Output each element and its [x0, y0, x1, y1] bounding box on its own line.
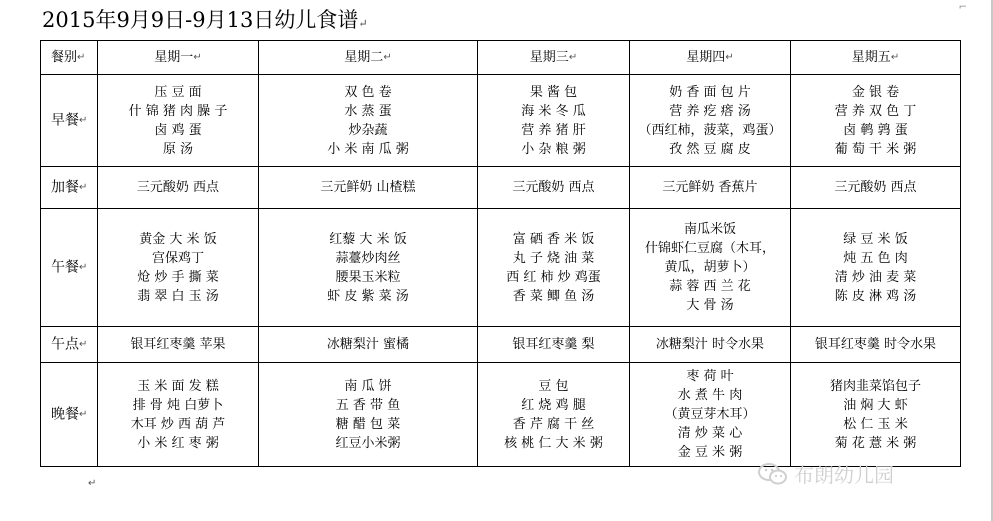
menu-cell [259, 209, 478, 327]
dish-item: 葡 萄 干 米 粥 [834, 141, 917, 157]
dish-item: 小 米 南 瓜 粥 [327, 141, 409, 157]
cell-mark: ↵ [77, 52, 86, 63]
menu-cell [478, 75, 630, 167]
day-label-tue: 星期二 [344, 50, 384, 65]
cell-mark: ↵ [383, 52, 392, 63]
watermark-text: 布朗幼儿园 [794, 463, 894, 487]
meal-label-cell [41, 167, 98, 209]
menu-cell [259, 363, 478, 467]
dish-item: 小 杂 粮 粥 [521, 141, 586, 157]
meal-label: 午餐 [51, 259, 79, 276]
dish-item: 黄金 大 米 饭 [139, 231, 217, 247]
dish-item: 排 骨 炖 白萝卜 [132, 397, 224, 413]
dish-item: 冰糖梨汁 蜜橘 [326, 337, 410, 352]
menu-cell [630, 75, 791, 167]
wechat-icon [758, 462, 788, 486]
dish-item: 黄瓜，胡萝卜） [664, 260, 756, 275]
dish-item: 五 香 带 鱼 [335, 397, 401, 413]
dish-item: 小 米 红 枣 粥 [137, 435, 219, 451]
dish-item: 炝 炒 手 撕 菜 [137, 269, 219, 285]
meal-row [41, 167, 961, 209]
dish-item: 双 色 卷 [344, 84, 392, 100]
menu-cell [630, 363, 791, 467]
page-title-text: 2015年9月9日-9月13日幼儿食谱 [42, 8, 359, 32]
header-day-cell [630, 41, 791, 75]
cell-mark: ↵ [79, 408, 88, 420]
dish-item: 营 养 猪 肝 [521, 122, 586, 138]
dish-item: 海 米 冬 瓜 [521, 103, 586, 119]
dish-item: 原 汤 [162, 141, 194, 157]
dish-item: 三元酸奶 西点 [512, 180, 595, 195]
meal-label-cell [41, 327, 98, 363]
dish-item: 果 酱 包 [529, 84, 578, 100]
dish-item: 卤 鹌 鹑 蛋 [843, 122, 908, 138]
menu-cell [98, 167, 259, 209]
dish-item: 孜 然 豆 腐 皮 [669, 141, 751, 157]
dish-item: 三元酸奶 西点 [834, 180, 917, 195]
page-corner-mark: ⌐ [958, 2, 967, 13]
menu-cell [478, 327, 630, 363]
dish-item: 松 仁 玉 米 [843, 416, 908, 432]
dish-item: 南 瓜 饼 [344, 378, 392, 394]
cell-mark: ↵ [79, 338, 88, 350]
menu-cell [98, 75, 259, 167]
dish-item: 玉 米 面 发 糕 [137, 378, 219, 394]
dish-item: 南瓜米饭 [683, 222, 736, 237]
cell-mark: ↵ [193, 52, 202, 63]
menu-cell [630, 327, 791, 363]
menu-cell [259, 167, 478, 209]
dish-item: 绿 豆 米 饭 [843, 231, 908, 247]
dish-item: （黄豆芽木耳） [664, 407, 756, 422]
cell-mark: ↵ [79, 261, 88, 273]
day-label-fri: 星期五 [851, 50, 891, 65]
dish-item: 清 炒 油 麦 菜 [834, 269, 917, 285]
meal-label-cell [41, 209, 98, 327]
dish-item: 核 桃 仁 大 米 粥 [504, 435, 603, 451]
header-day-cell [98, 41, 259, 75]
meal-row [41, 75, 961, 167]
menu-cell [478, 167, 630, 209]
menu-cell [98, 327, 259, 363]
dish-item: 虾 皮 紫 菜 汤 [327, 288, 409, 304]
meal-row [41, 327, 961, 363]
header-corner-cell [41, 41, 98, 75]
dish-item: 腰果玉米粒 [335, 269, 401, 285]
meal-label: 早餐 [51, 112, 79, 129]
menu-cell [630, 167, 791, 209]
dish-item: 大 骨 汤 [686, 298, 734, 313]
dish-item: （西红柿，菠菜，鸡蛋） [638, 122, 782, 138]
menu-cell [478, 209, 630, 327]
dish-item: 奶 香 面 包 片 [669, 84, 751, 100]
meal-label-cell [41, 75, 98, 167]
dish-item: 枣 荷 叶 [686, 369, 734, 384]
dish-item: 蒜 蓉 西 兰 花 [669, 279, 751, 294]
menu-cell [791, 363, 961, 467]
meal-row [41, 363, 961, 467]
dish-item: 宫保鸡丁 [151, 250, 204, 266]
cell-mark: ↵ [725, 52, 734, 63]
dish-item: 香 芹 腐 干 丝 [512, 416, 595, 432]
paragraph-mark: ↵ [358, 17, 368, 30]
dish-item: 猪肉韭菜馅包子 [829, 378, 921, 394]
menu-cell [791, 167, 961, 209]
dish-item: 蒜薹炒肉丝 [335, 250, 401, 266]
header-day-cell [259, 41, 478, 75]
dish-item: 红 烧 鸡 腿 [521, 397, 586, 413]
dish-item: 丸 子 烧 油 菜 [512, 250, 595, 266]
dish-item: 炒杂蔬 [348, 122, 388, 138]
header-day-cell [791, 41, 961, 75]
day-label-wed: 星期三 [529, 50, 569, 65]
dish-item: 糖 醋 包 菜 [335, 416, 401, 432]
dish-item: 香 菜 鲫 鱼 汤 [512, 288, 595, 304]
dish-item: 西 红 柿 炒 鸡蛋 [506, 269, 601, 285]
header-row [41, 41, 961, 75]
dish-item: 富 硒 香 米 饭 [512, 231, 595, 247]
meal-label: 加餐 [51, 179, 79, 196]
header-day-cell [478, 41, 630, 75]
dish-item: 银耳红枣羹 时令水果 [814, 337, 937, 352]
dish-item: 红豆小米粥 [335, 435, 401, 451]
dish-item: 水 蒸 蛋 [344, 103, 392, 119]
menu-cell [98, 209, 259, 327]
dish-item: 菊 花 薏 米 粥 [834, 435, 917, 451]
cell-mark: ↵ [890, 52, 900, 63]
meal-label: 午点 [51, 336, 79, 353]
dish-item: 清 炒 菜 心 [677, 426, 743, 441]
cell-mark: ↵ [79, 181, 88, 193]
menu-cell [259, 327, 478, 363]
menu-cell [478, 363, 630, 467]
footer-mark: ↵ [88, 478, 97, 489]
page-title [42, 4, 368, 34]
dish-item: 翡 翠 白 玉 汤 [137, 288, 219, 304]
menu-cell [791, 75, 961, 167]
dish-item: 金 豆 米 粥 [677, 445, 743, 460]
cell-mark: ↵ [79, 114, 88, 126]
dish-item: 营 养 疙 瘩 汤 [669, 103, 751, 119]
menu-cell [98, 363, 259, 467]
dish-item: 冰糖梨汁 时令水果 [655, 337, 765, 352]
meal-label: 晚餐 [51, 406, 79, 423]
dish-item: 什 锦 猪 肉 臊 子 [128, 103, 228, 119]
dish-item: 炖 五 色 肉 [843, 250, 908, 266]
dish-item: 豆 包 [538, 378, 569, 394]
day-label-mon: 星期一 [154, 50, 194, 65]
dish-item: 三元鲜奶 山楂糕 [320, 180, 416, 195]
dish-item: 压 豆 面 [154, 84, 202, 100]
menu-cell [630, 209, 791, 327]
dish-item: 红藜 大 米 饭 [329, 231, 407, 247]
dish-item: 金 银 卷 [851, 84, 900, 100]
meal-row [41, 209, 961, 327]
dish-item: 油 焖 大 虾 [843, 397, 908, 413]
watermark [758, 459, 894, 488]
cell-mark: ↵ [568, 52, 578, 63]
dish-item: 银耳红枣羹 苹果 [130, 337, 226, 352]
menu-cell [791, 209, 961, 327]
menu-cell [259, 75, 478, 167]
dish-item: 营 养 双 色 丁 [834, 103, 917, 119]
dish-item: 木耳 炒 西 葫 芦 [130, 416, 226, 432]
dish-item: 水 煮 牛 肉 [677, 388, 743, 403]
menu-table [40, 40, 961, 467]
dish-item: 三元鲜奶 香蕉片 [662, 180, 758, 195]
dish-item: 三元酸奶 西点 [136, 180, 220, 195]
day-label-thu: 星期四 [686, 50, 726, 65]
dish-item: 什锦虾仁豆腐（木耳， [644, 241, 775, 256]
meal-label-cell [41, 363, 98, 467]
menu-cell [791, 327, 961, 363]
header-corner-label: 餐别 [51, 50, 78, 65]
dish-item: 银耳红枣羹 梨 [512, 337, 595, 352]
dish-item: 卤 鸡 蛋 [154, 122, 202, 138]
dish-item: 陈 皮 淋 鸡 汤 [834, 288, 917, 304]
